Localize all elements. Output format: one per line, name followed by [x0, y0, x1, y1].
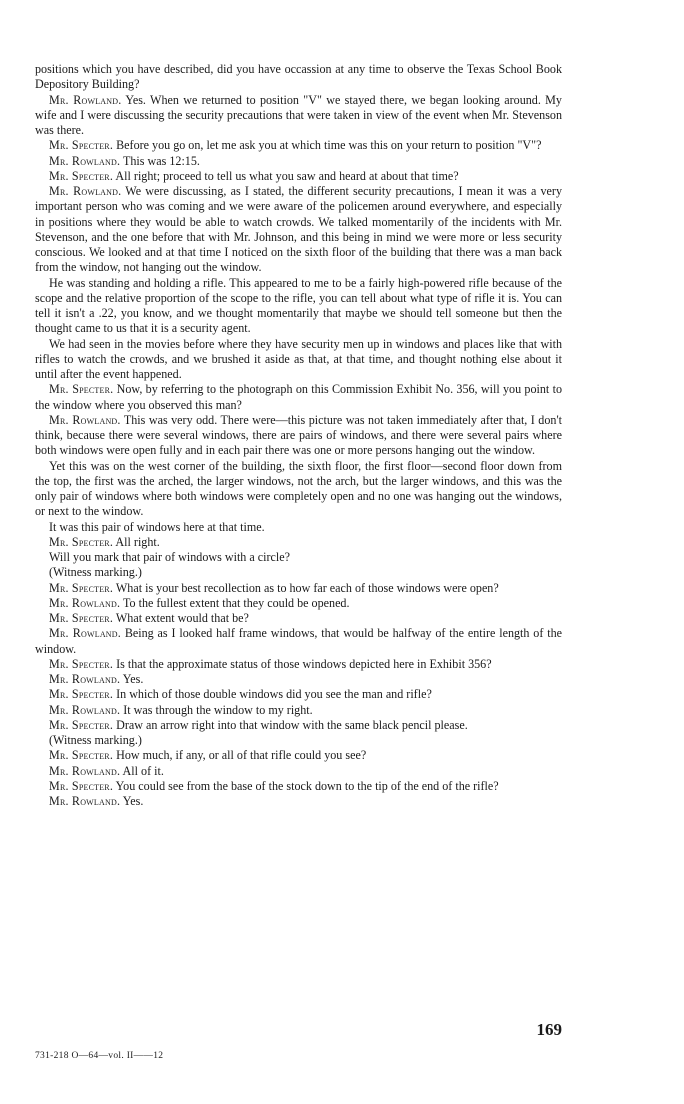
paragraph-text: (Witness marking.) — [49, 565, 142, 580]
speaker-name: Mr. Rowland. — [49, 626, 121, 641]
speaker-name: Mr. Rowland. — [49, 92, 122, 107]
testimony-paragraph — [35, 581, 562, 596]
testimony-paragraph — [35, 62, 562, 93]
paragraph-text: Yet this was on the west corner of the building, the sixth floor, the first floor—second floor down from the top, the first was the arched, the larger windows, not the arch, but the larger windows, and this was the only pair of windows where both windows were completely open and no one was hanging out the windows, or next to the window. — [35, 458, 562, 519]
speaker-name: Mr. Specter. — [49, 656, 114, 671]
paragraph-text: To the fullest extent that they could be opened. — [120, 595, 350, 610]
speaker-name: Mr. Rowland. — [49, 763, 121, 778]
speaker-name: Mr. Rowland. — [49, 702, 121, 717]
testimony-paragraph — [35, 459, 562, 520]
paragraph-text: It was through the window to my right. — [120, 702, 313, 717]
paragraph-text: It was this pair of windows here at that time. — [49, 519, 265, 534]
paragraph-text: Yes. — [120, 672, 144, 686]
paragraph-text: In which of those double windows did you see the man and rifle? — [113, 687, 432, 702]
speaker-name: Mr. Rowland. — [49, 794, 121, 808]
paragraph-text: Before you go on, let me ask you at which time was this on your return to position "V"? — [113, 138, 542, 153]
paragraph-text: Being as I looked half frame windows, that would be halfway of the entire length of the window. — [35, 626, 562, 656]
speaker-name: Mr. Specter. — [49, 580, 114, 595]
testimony-paragraph — [35, 626, 562, 657]
testimony-paragraph — [35, 733, 562, 748]
paragraph-text: He was standing and holding a rifle. This appeared to me to be a fairly high-powered rifle because of the scope and the relative proportion of the scope to the rifle, you can tell about what type of rifle it is. You can tell it isn't a .22, you know, and we thought momentarily that maybe we should tell someone but then the thought came to us that it is a security agent. — [35, 275, 562, 336]
paragraph-text: (Witness marking.) — [49, 733, 142, 747]
testimony-paragraph — [35, 611, 562, 626]
testimony-text — [35, 62, 562, 809]
speaker-name: Mr. Specter. — [49, 611, 114, 625]
speaker-name: Mr. Rowland. — [49, 184, 122, 198]
paragraph-text: Is that the approximate status of those windows depicted here in Exhibit 356? — [113, 656, 492, 671]
testimony-paragraph — [35, 184, 562, 276]
page-number: 169 — [536, 1020, 562, 1039]
speaker-name: Mr. Specter. — [49, 687, 114, 702]
testimony-paragraph — [35, 93, 562, 139]
testimony-paragraph — [35, 565, 562, 580]
speaker-name: Mr. Specter. — [49, 168, 114, 183]
speaker-name: Mr. Specter. — [49, 138, 114, 153]
testimony-paragraph — [35, 276, 562, 337]
testimony-paragraph — [35, 657, 562, 672]
speaker-name: Mr. Specter. — [49, 778, 114, 793]
paragraph-text: You could see from the base of the stock down to the tip of the end of the rifle? — [113, 778, 499, 793]
testimony-paragraph — [35, 596, 562, 611]
testimony-paragraph — [35, 718, 562, 733]
paragraph-text: How much, if any, or all of that rifle could you see? — [113, 748, 367, 763]
paragraph-text: We were discussing, as I stated, the different security precautions, I mean it was a very important person who was coming and we were aware of the policemen around everywhere, and especially in positions where they would be able to watch crowds. We talked momentarily of the incidents with Mr. Stevenson, and the one before that with Mr. Johnson, and this being in mind we were more or less security conscious. We looked and at that time I noticed on the sixth floor of the building that there was a man back from the window, not hanging out the window. — [35, 184, 562, 275]
paragraph-text: Will you mark that pair of windows with a circle? — [49, 550, 290, 564]
speaker-name: Mr. Specter. — [49, 382, 114, 397]
speaker-name: Mr. Rowland. — [49, 672, 121, 686]
paragraph-text: All right. — [113, 534, 160, 549]
testimony-paragraph — [35, 154, 562, 169]
paragraph-text: Draw an arrow right into that window with the same black pencil please. — [113, 717, 468, 732]
speaker-name: Mr. Rowland. — [49, 595, 121, 610]
paragraph-text: What is your best recollection as to how far each of those windows were open? — [113, 580, 499, 595]
paragraph-text: Yes. When we returned to position "V" we stayed there, we began looking around. My wife and I were discussing the security precautions that were taken in view of the event when Mr. Stevenson was there. — [35, 92, 562, 137]
paragraph-text: positions which you have described, did you have occassion at any time to observe the Texas School Book Depository Building? — [35, 62, 562, 92]
testimony-paragraph — [35, 138, 562, 153]
speaker-name: Mr. Specter. — [49, 748, 114, 763]
testimony-paragraph — [35, 535, 562, 550]
testimony-paragraph — [35, 550, 562, 565]
paragraph-text: This was very odd. There were—this picture was not taken immediately after that, I don't think, because there were several windows, there are pairs of windows, and there were several pairs where both windows were open fully and in each pair there was one or more persons hanging out the window. — [35, 412, 562, 458]
testimony-paragraph — [35, 382, 562, 413]
paragraph-text: This was 12:15. — [120, 153, 200, 168]
paragraph-text: All right; proceed to tell us what you saw and heard at about that time? — [113, 168, 459, 183]
testimony-paragraph — [35, 748, 562, 763]
paragraph-text: Yes. — [120, 794, 144, 808]
paragraph-text: All of it. — [120, 763, 164, 778]
testimony-paragraph — [35, 169, 562, 184]
paragraph-text: We had seen in the movies before where they have security men up in windows and places like that with rifles to watch the crowds, and we brushed it aside as that, at that time, and thought nothing else about it until after the event happened. — [35, 336, 562, 381]
testimony-paragraph — [35, 337, 562, 383]
speaker-name: Mr. Specter. — [49, 717, 114, 732]
testimony-paragraph — [35, 520, 562, 535]
speaker-name: Mr. Rowland. — [49, 153, 121, 168]
testimony-paragraph — [35, 703, 562, 718]
testimony-paragraph — [35, 764, 562, 779]
testimony-paragraph — [35, 779, 562, 794]
testimony-paragraph — [35, 794, 562, 809]
print-code-footer: 731-218 O—64—vol. II——12 — [35, 1051, 164, 1061]
testimony-paragraph — [35, 413, 562, 459]
speaker-name: Mr. Rowland. — [49, 412, 121, 427]
paragraph-text: Now, by referring to the photograph on this Commission Exhibit No. 356, will you point to the window where you observed this man? — [35, 382, 562, 412]
speaker-name: Mr. Specter. — [49, 534, 114, 549]
testimony-paragraph — [35, 687, 562, 702]
paragraph-text: What extent would that be? — [113, 611, 249, 625]
testimony-paragraph — [35, 672, 562, 687]
